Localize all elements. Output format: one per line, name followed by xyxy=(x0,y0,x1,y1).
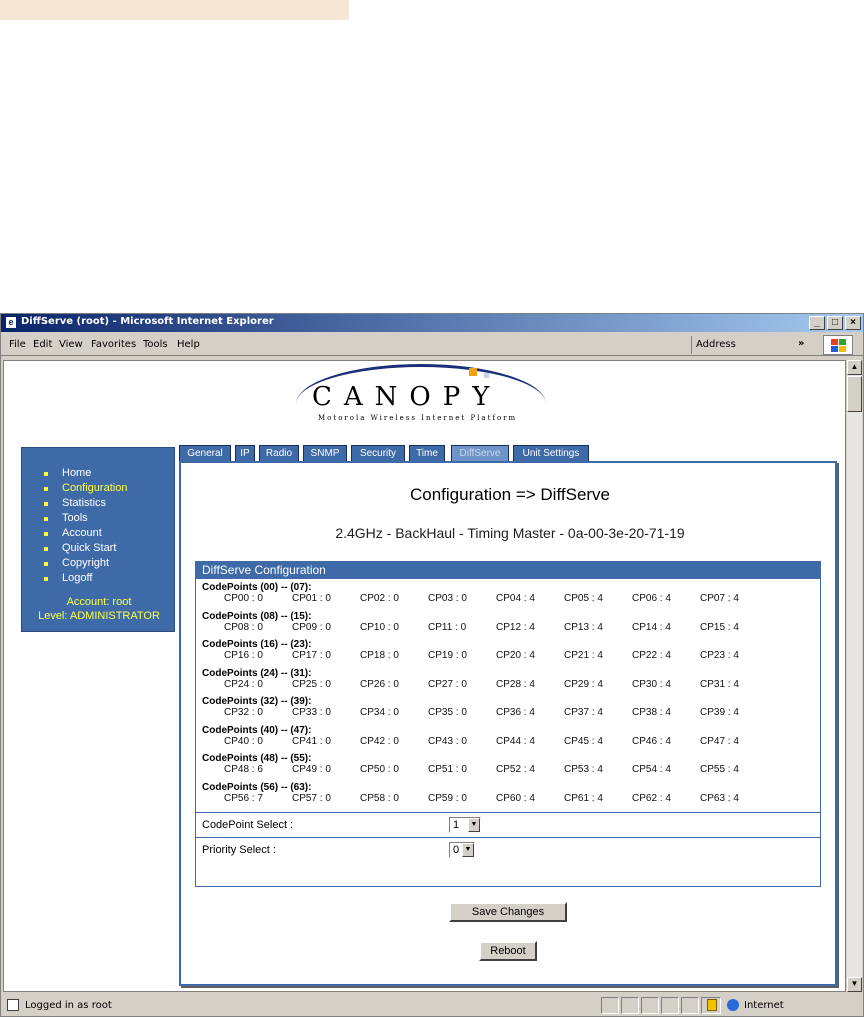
tab-snmp[interactable]: SNMP xyxy=(303,445,347,461)
codepoint-value: CP62 : 4 xyxy=(632,792,671,804)
codepoint-row xyxy=(202,621,739,633)
codepoint-value: CP56 : 7 xyxy=(224,792,263,804)
codepoint-group-label: CodePoints (24) -- (31): xyxy=(202,667,312,679)
codepoint-value: CP42 : 0 xyxy=(360,735,399,747)
sidebar-item-statistics[interactable]: Statistics xyxy=(44,496,127,511)
status-cell xyxy=(661,997,679,1014)
logo-wordmark: CANOPY xyxy=(312,382,502,412)
codepoint-value: CP14 : 4 xyxy=(632,621,671,633)
chevron-more-icon[interactable]: » xyxy=(798,338,805,349)
codepoint-value: CP55 : 4 xyxy=(700,764,739,775)
codepoint-value: CP02 : 0 xyxy=(360,593,399,604)
codepoint-group-label: CodePoints (32) -- (39): xyxy=(202,696,312,707)
priority-select[interactable] xyxy=(449,842,475,858)
codepoint-group-label: CodePoints (00) -- (07): xyxy=(202,582,312,593)
codepoint-group-label: CodePoints (40) -- (47): xyxy=(202,724,312,736)
minimize-button[interactable]: _ xyxy=(809,316,825,330)
codepoint-value: CP25 : 0 xyxy=(292,678,331,690)
codepoint-group xyxy=(202,696,739,718)
codepoint-value: CP36 : 4 xyxy=(496,707,535,718)
codepoint-value: CP28 : 4 xyxy=(496,678,535,690)
ie-page-icon: e xyxy=(5,316,17,329)
codepoint-row xyxy=(202,593,739,604)
page-subtitle: 2.4GHz - BackHaul - Timing Master - 0a-00-3e-20-71-19 xyxy=(335,525,685,541)
internet-zone-icon xyxy=(727,999,739,1011)
codepoint-value: CP07 : 4 xyxy=(700,593,739,604)
codepoint-value: CP05 : 4 xyxy=(564,593,603,604)
menu-edit[interactable]: Edit xyxy=(33,339,53,350)
codepoint-value: CP19 : 0 xyxy=(428,650,467,661)
codepoint-value: CP08 : 0 xyxy=(224,621,263,633)
status-bar xyxy=(1,995,863,1016)
codepoint-value: CP51 : 0 xyxy=(428,764,467,775)
codepoint-value: CP38 : 4 xyxy=(632,707,671,718)
codepoint-value: CP49 : 0 xyxy=(292,764,331,775)
codepoint-value: CP53 : 4 xyxy=(564,764,603,775)
menu-favorites[interactable]: Favorites xyxy=(91,339,137,350)
codepoint-value: CP22 : 4 xyxy=(632,650,671,661)
codepoint-value: CP29 : 4 xyxy=(564,678,603,690)
codepoint-value: CP33 : 0 xyxy=(292,707,331,718)
codepoint-value: CP30 : 4 xyxy=(632,678,671,690)
codepoint-select-label: CodePoint Select : xyxy=(202,819,294,831)
codepoint-value: CP48 : 6 xyxy=(224,764,263,775)
sidebar-nav xyxy=(21,447,175,632)
status-cell xyxy=(681,997,699,1014)
page-title: Configuration => DiffServe xyxy=(409,485,611,504)
codepoint-row xyxy=(202,764,739,775)
sidebar-item-tools[interactable]: Tools xyxy=(44,511,127,526)
codepoint-group-label: CodePoints (48) -- (55): xyxy=(202,753,312,764)
header-banner-strip xyxy=(0,0,349,20)
tab-diffserve[interactable]: DiffServe xyxy=(451,445,509,461)
status-cell xyxy=(641,997,659,1014)
config-panel xyxy=(179,461,837,986)
diffserve-config-header: DiffServe Configuration xyxy=(196,562,820,579)
codepoint-value: CP16 : 0 xyxy=(224,650,263,661)
scroll-up-arrow-icon[interactable]: ▲ xyxy=(847,360,862,375)
codepoint-value: CP26 : 0 xyxy=(360,678,399,690)
codepoint-group xyxy=(202,582,739,604)
codepoint-group xyxy=(202,724,739,747)
codepoint-value: CP41 : 0 xyxy=(292,735,331,747)
codepoint-value: CP35 : 0 xyxy=(428,707,467,718)
security-zone-label: Internet xyxy=(744,1000,784,1011)
logo-accent-dot xyxy=(484,373,489,378)
codepoint-value: CP63 : 4 xyxy=(700,792,739,804)
vertical-scrollbar[interactable] xyxy=(847,360,862,992)
account-level: Level: ADMINISTRATOR xyxy=(38,610,160,622)
tab-unit-settings[interactable]: Unit Settings xyxy=(513,445,589,461)
status-text: Logged in as root xyxy=(25,1000,112,1011)
codepoint-value: CP54 : 4 xyxy=(632,764,671,775)
sidebar-item-copyright[interactable]: Copyright xyxy=(44,556,127,571)
scroll-down-arrow-icon[interactable]: ▼ xyxy=(847,977,862,992)
priority-select-label: Priority Select : xyxy=(202,844,276,856)
codepoint-value: CP13 : 4 xyxy=(564,621,603,633)
dropdown-arrow-icon[interactable]: ▼ xyxy=(462,843,474,857)
codepoint-value: CP00 : 0 xyxy=(224,593,263,604)
codepoint-value: CP60 : 4 xyxy=(496,792,535,804)
menu-file[interactable]: File xyxy=(9,339,26,350)
codepoint-value: CP06 : 4 xyxy=(632,593,671,604)
codepoint-value: CP04 : 4 xyxy=(496,593,535,604)
codepoint-value: CP12 : 4 xyxy=(496,621,535,633)
codepoint-group-label: CodePoints (08) -- (15): xyxy=(202,610,312,622)
codepoint-value: CP03 : 0 xyxy=(428,593,467,604)
codepoint-value: CP61 : 4 xyxy=(564,792,603,804)
logo-accent-square xyxy=(469,368,477,376)
status-cell xyxy=(601,997,619,1014)
codepoint-row xyxy=(202,650,739,661)
account-info: Account: root xyxy=(66,596,132,608)
codepoint-group xyxy=(202,639,739,661)
codepoint-row xyxy=(202,792,739,804)
codepoint-group xyxy=(202,753,739,775)
codepoint-value: CP52 : 4 xyxy=(496,764,535,775)
address-bar[interactable] xyxy=(691,336,841,354)
codepoint-value: CP43 : 0 xyxy=(428,735,467,747)
scrollbar-thumb[interactable] xyxy=(847,376,862,412)
diffserve-config-box xyxy=(195,561,821,887)
reboot-button[interactable]: Reboot xyxy=(479,941,537,961)
codepoint-select[interactable] xyxy=(449,817,481,833)
menu-view[interactable]: View xyxy=(59,339,83,350)
browser-window xyxy=(0,313,864,1017)
canopy-logo xyxy=(294,364,554,434)
maximize-button[interactable]: □ xyxy=(827,316,843,330)
lock-icon xyxy=(707,999,717,1011)
codepoint-value: CP10 : 0 xyxy=(360,621,399,633)
codepoint-value: CP46 : 4 xyxy=(632,735,671,747)
codepoint-row xyxy=(202,707,739,718)
title-bar xyxy=(1,314,863,332)
menu-help[interactable]: Help xyxy=(177,339,200,350)
codepoint-group xyxy=(202,667,739,690)
close-button[interactable]: × xyxy=(845,316,861,330)
codepoint-value: CP20 : 4 xyxy=(496,650,535,661)
tab-time[interactable]: Time xyxy=(409,445,445,461)
codepoint-value: CP50 : 0 xyxy=(360,764,399,775)
codepoint-value: CP23 : 4 xyxy=(700,650,739,661)
codepoint-value: CP58 : 0 xyxy=(360,792,399,804)
codepoint-value: CP15 : 4 xyxy=(700,621,739,633)
codepoint-value: CP59 : 0 xyxy=(428,792,467,804)
codepoint-value: CP21 : 4 xyxy=(564,650,603,661)
menu-tools[interactable]: Tools xyxy=(143,339,168,350)
codepoint-value: CP31 : 4 xyxy=(700,678,739,690)
codepoint-value: CP01 : 0 xyxy=(292,593,331,604)
window-title: DiffServe (root) - Microsoft Internet Explorer xyxy=(21,316,274,327)
codepoint-group-label: CodePoints (56) -- (63): xyxy=(202,781,312,793)
save-changes-button[interactable]: Save Changes xyxy=(449,902,567,922)
priority-select-row xyxy=(196,837,820,862)
page-viewport xyxy=(3,360,846,992)
codepoint-value: CP37 : 4 xyxy=(564,707,603,718)
codepoint-value: CP44 : 4 xyxy=(496,735,535,747)
codepoint-select-value: 1 xyxy=(453,819,460,831)
menu-bar xyxy=(1,334,863,356)
codepoint-row xyxy=(202,678,739,690)
priority-select-value: 0 xyxy=(453,844,460,856)
codepoint-group-label: CodePoints (16) -- (23): xyxy=(202,639,312,650)
codepoint-value: CP47 : 4 xyxy=(700,735,739,747)
codepoint-value: CP18 : 0 xyxy=(360,650,399,661)
codepoint-value: CP11 : 0 xyxy=(428,621,467,633)
codepoint-value: CP39 : 4 xyxy=(700,707,739,718)
codepoint-value: CP45 : 4 xyxy=(564,735,603,747)
tab-general[interactable]: General xyxy=(179,445,231,461)
sidebar-item-logoff[interactable]: Logoff xyxy=(44,571,127,586)
codepoint-select-row xyxy=(196,812,820,837)
dropdown-arrow-icon[interactable]: ▼ xyxy=(468,818,480,832)
sidebar-item-home[interactable]: Home xyxy=(44,466,127,481)
codepoint-value: CP27 : 0 xyxy=(428,678,467,690)
sidebar-item-account[interactable]: Account xyxy=(44,526,127,541)
tab-ip[interactable]: IP xyxy=(235,445,255,461)
page-status-icon xyxy=(7,999,19,1011)
sidebar-item-configuration[interactable]: Configuration xyxy=(44,481,127,496)
tab-radio[interactable]: Radio xyxy=(259,445,299,461)
codepoint-value: CP57 : 0 xyxy=(292,792,331,804)
status-cell xyxy=(621,997,639,1014)
codepoint-group xyxy=(202,610,739,633)
address-label: Address xyxy=(696,339,736,350)
logo-tagline: Motorola Wireless Internet Platform xyxy=(318,414,518,422)
codepoint-value: CP09 : 0 xyxy=(292,621,331,633)
codepoint-row xyxy=(202,735,739,747)
codepoint-value: CP24 : 0 xyxy=(224,678,263,690)
codepoint-value: CP32 : 0 xyxy=(224,707,263,718)
windows-logo-icon xyxy=(823,335,853,355)
codepoint-value: CP34 : 0 xyxy=(360,707,399,718)
codepoint-value: CP17 : 0 xyxy=(292,650,331,661)
sidebar-item-quick-start[interactable]: Quick Start xyxy=(44,541,127,556)
codepoint-value: CP40 : 0 xyxy=(224,735,263,747)
codepoint-group xyxy=(202,781,739,804)
tab-security[interactable]: Security xyxy=(351,445,405,461)
